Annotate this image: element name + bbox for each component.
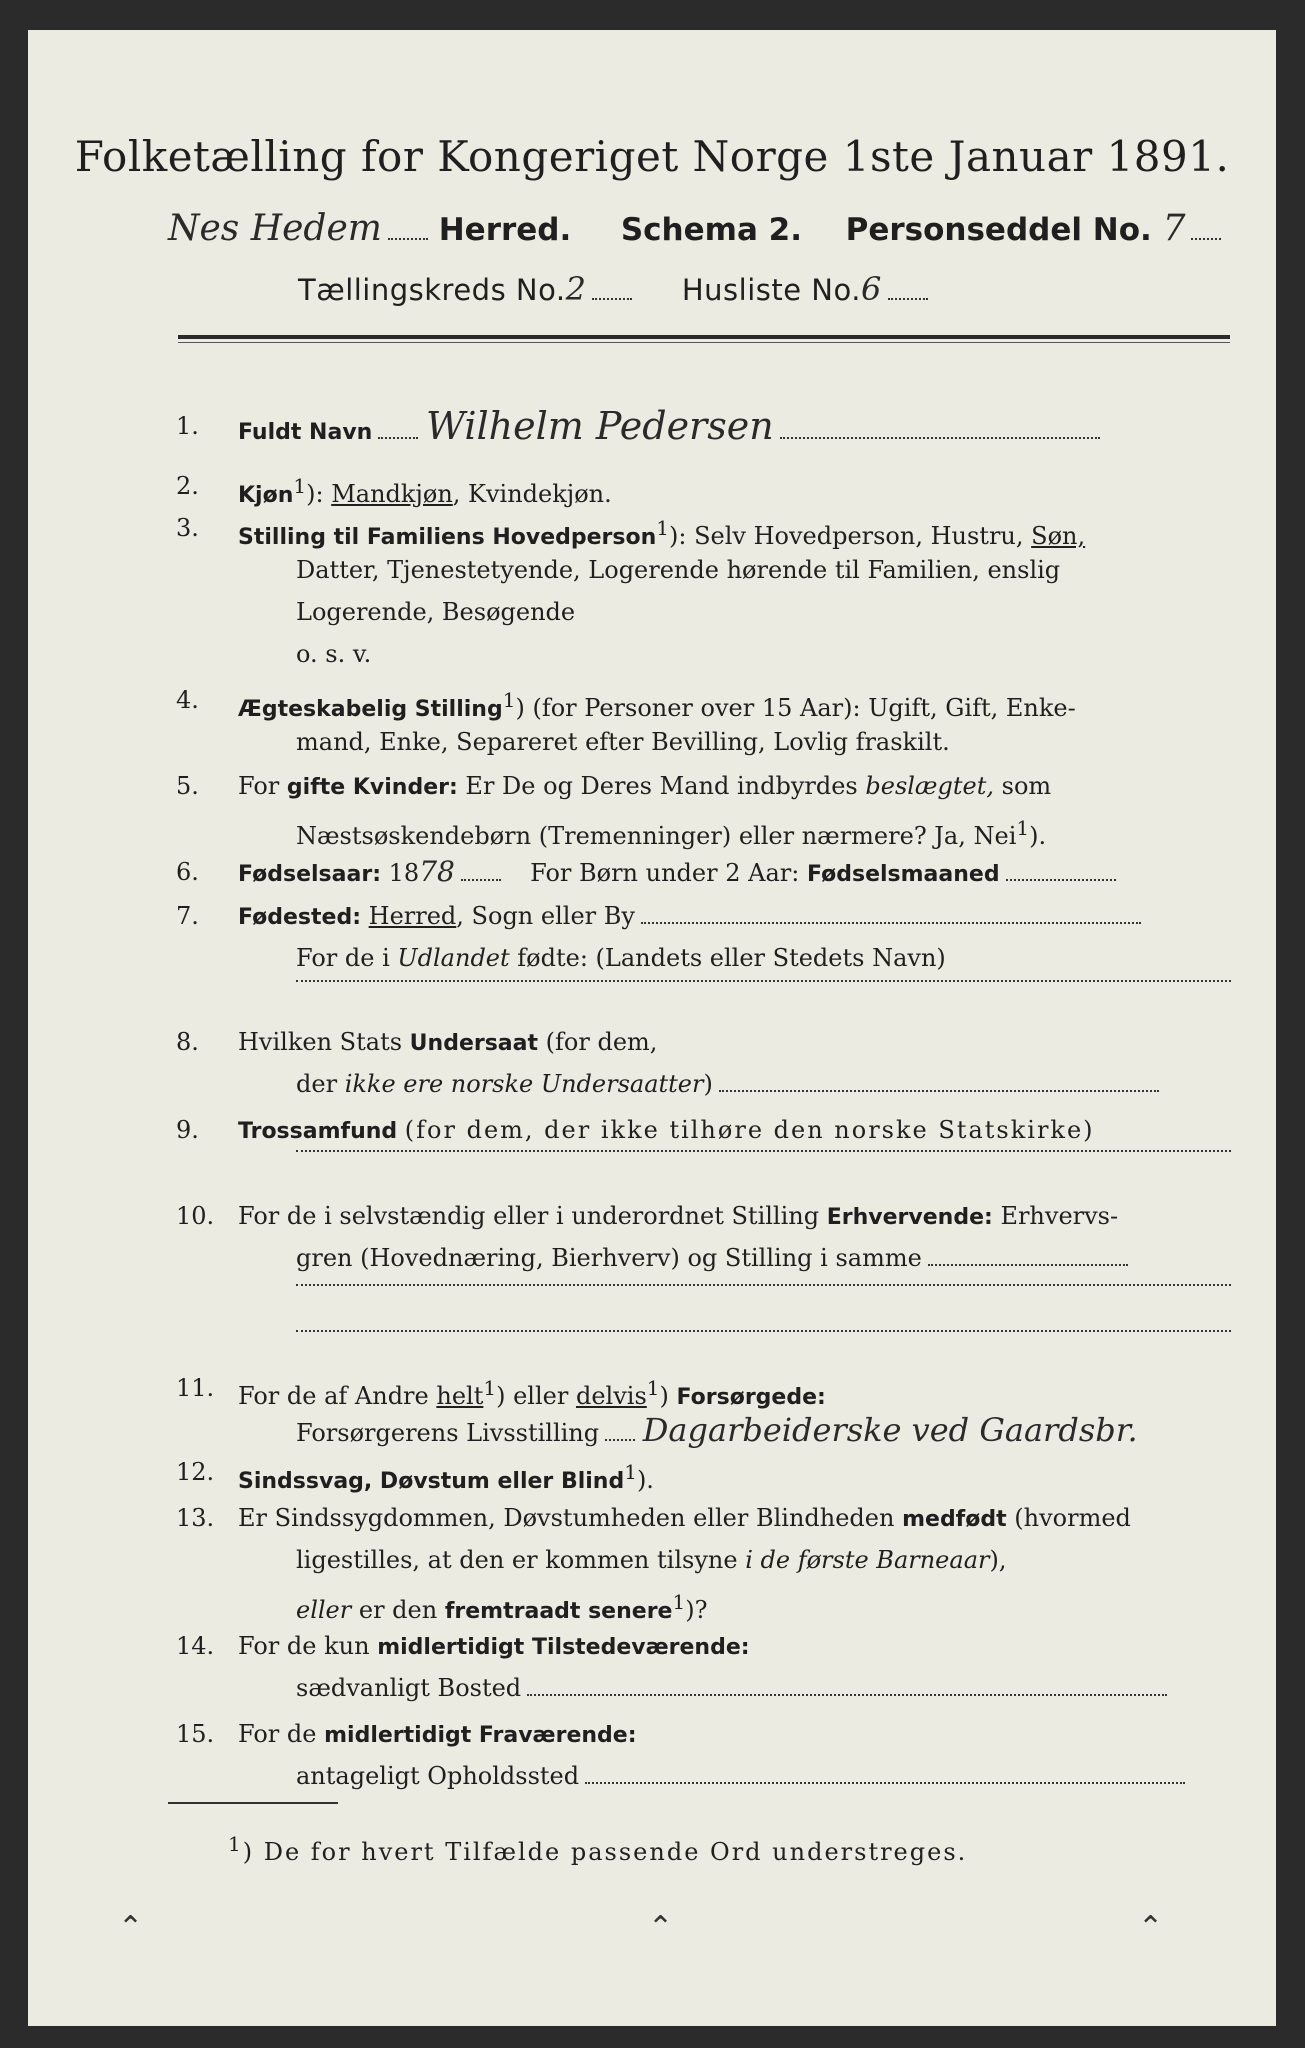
kreds-label: Tællingskreds No.: [298, 273, 566, 307]
citizenship-label: Undersaat: [409, 1031, 539, 1056]
item-number: 14.: [176, 1632, 215, 1660]
header-rule: [178, 335, 1230, 339]
birthplace-label: Fødested:: [238, 905, 361, 930]
header-line-3: [298, 270, 928, 308]
personseddel-value: 7: [1162, 208, 1186, 249]
footnote: $^1$) De for hvert Tilfælde passende Ord understreges.: [228, 1832, 968, 1866]
birthplace-selected: Herred: [368, 902, 457, 930]
full-name-value: Wilhelm Pedersen: [425, 404, 774, 448]
footnote-rule: [168, 1802, 338, 1804]
census-form-page: Folketælling for Kongeriget Norge 1ste Januar 1891. Nes Hedem Herred. Schema 2. Personseddel No. 7 Tællingskreds No.2 Husliste No.6 1. Fuldt Navn Wilhelm Pedersen 2. Kjøn$^1$): Mandkjøn, Kvindekjøn. 3. Stilling til Familiens Hovedperson$^1$): Selv Hovedperson, Hustru, Søn, Datter, Tjenestetyende, Logerende hørende til Familien, enslig Logerende, Besøgende o. s. v. 4. Ægteskabelig Stilling$^1$) (for Personer over 15 Aar): Ugift, Gift, Enke- mand, Enke, Separeret efter Bevilling, Lovlig fraskilt. 5. For gifte Kvinder: Er De og Deres Mand indbyrdes beslægtet, som Næstsøskendebørn (Tremenninger) eller nærmere? Ja, Nei$^1$). 6. Fødselsaar: 1878 For Børn under 2 Aar: Fødselsmaaned 7. Fødested: Herred, Sogn eller By For de i Udlandet fødte: (Landets eller Stedets Navn) 8. Hvilken Stats Undersaat (for dem, der ikke ere norske Undersaatter) 9. Trossamfund (for dem, der ikke tilhøre den norske Statskirke) 10. For de i selvstændig eller i underordnet Stilling Erhvervende: Erhvervs- gren (Hovednæring, Bierhverv) og Stilling i samme 11. For de af Andre helt$^1$) eller delvis$^1$) Forsørgede: Forsørgerens Livsstilling Dagarbeiderske ved Gaardsbr. 12. Sindssvag, Døvstum eller Blind$^1$). 13. Er Sindssygdommen, Døvstumheden eller Blindheden medfødt (hvormed ligestilles, at den er kommen tilsyne i de første Barneaar), eller er den fremtraadt senere$^1$)? 14. For de kun midlertidigt Tilstedeværende: sædvanligt Bosted 15. For de midlertidigt Fraværende: antageligt Opholdssted $^1$) De for hvert Tilfælde passende Ord understreges. ⌃ ⌃ ⌃: [28, 30, 1276, 2026]
full-name-label: Fuldt Navn: [238, 420, 373, 445]
item-number: 1.: [176, 412, 199, 440]
kreds-value: 2: [565, 270, 587, 308]
form-title: Folketælling for Kongeriget Norge 1ste Januar 1891.: [74, 132, 1230, 181]
item-number: 11.: [176, 1374, 215, 1402]
personseddel-label: Personseddel No.: [845, 212, 1152, 248]
family-position-label: Stilling til Familiens Hovedperson: [238, 525, 657, 550]
married-women-label: gifte Kvinder:: [286, 775, 458, 800]
birth-month-label: Fødselsmaaned: [806, 862, 1000, 887]
item-9-answer-line: [296, 1150, 1231, 1152]
schema-label: Schema 2.: [620, 212, 803, 248]
religion-label: Trossamfund: [238, 1119, 398, 1144]
gender-selected: Mandkjøn: [331, 480, 453, 508]
congenital-label: medfødt: [902, 1507, 1007, 1532]
gender-label: Kjøn: [238, 483, 294, 508]
herred-label: Herred.: [438, 212, 572, 248]
occupation-label: Erhvervende:: [826, 1205, 993, 1230]
corner-mark-center: ⌃: [648, 1910, 674, 1945]
temporary-present-label: midlertidigt Tilstedeværende:: [377, 1635, 750, 1660]
temporary-absent-label: midlertidigt Fraværende:: [324, 1723, 637, 1748]
item-number: 13.: [176, 1504, 215, 1532]
item-number: 12.: [176, 1458, 215, 1486]
birth-year-value: 78: [419, 855, 455, 888]
item-number: 8.: [176, 1028, 199, 1056]
item-7-answer-line: [296, 980, 1231, 982]
header-rule-thin: [178, 342, 1230, 343]
header-line-2: [168, 208, 1228, 249]
dependents-label: Forsørgede:: [676, 1385, 826, 1410]
item-number: 5.: [176, 772, 199, 800]
item-number: 10.: [176, 1202, 215, 1230]
corner-mark-left: ⌃: [118, 1910, 144, 1945]
item-number: 15.: [176, 1720, 215, 1748]
marital-status-label: Ægteskabelig Stilling: [238, 697, 503, 722]
disability-label: Sindssvag, Døvstum eller Blind: [238, 1469, 625, 1494]
husliste-value: 6: [860, 270, 882, 308]
corner-mark-right: ⌃: [1138, 1910, 1164, 1945]
item-number: 9.: [176, 1116, 199, 1144]
item-number: 3.: [176, 514, 199, 542]
item-number: 6.: [176, 858, 199, 886]
item-number: 2.: [176, 472, 199, 500]
herred-value: Nes Hedem: [168, 208, 382, 249]
husliste-label: Husliste No.: [681, 273, 861, 307]
item-10-answer-line-2: [296, 1330, 1231, 1332]
family-position-selected: Søn,: [1031, 522, 1086, 550]
provider-occupation-value: Dagarbeiderske ved Gaardsbr.: [642, 1411, 1138, 1449]
item-number: 4.: [176, 686, 199, 714]
birth-year-label: Fødselsaar:: [238, 862, 381, 887]
item-number: 7.: [176, 902, 199, 930]
item-10-answer-line-1: [296, 1284, 1231, 1286]
